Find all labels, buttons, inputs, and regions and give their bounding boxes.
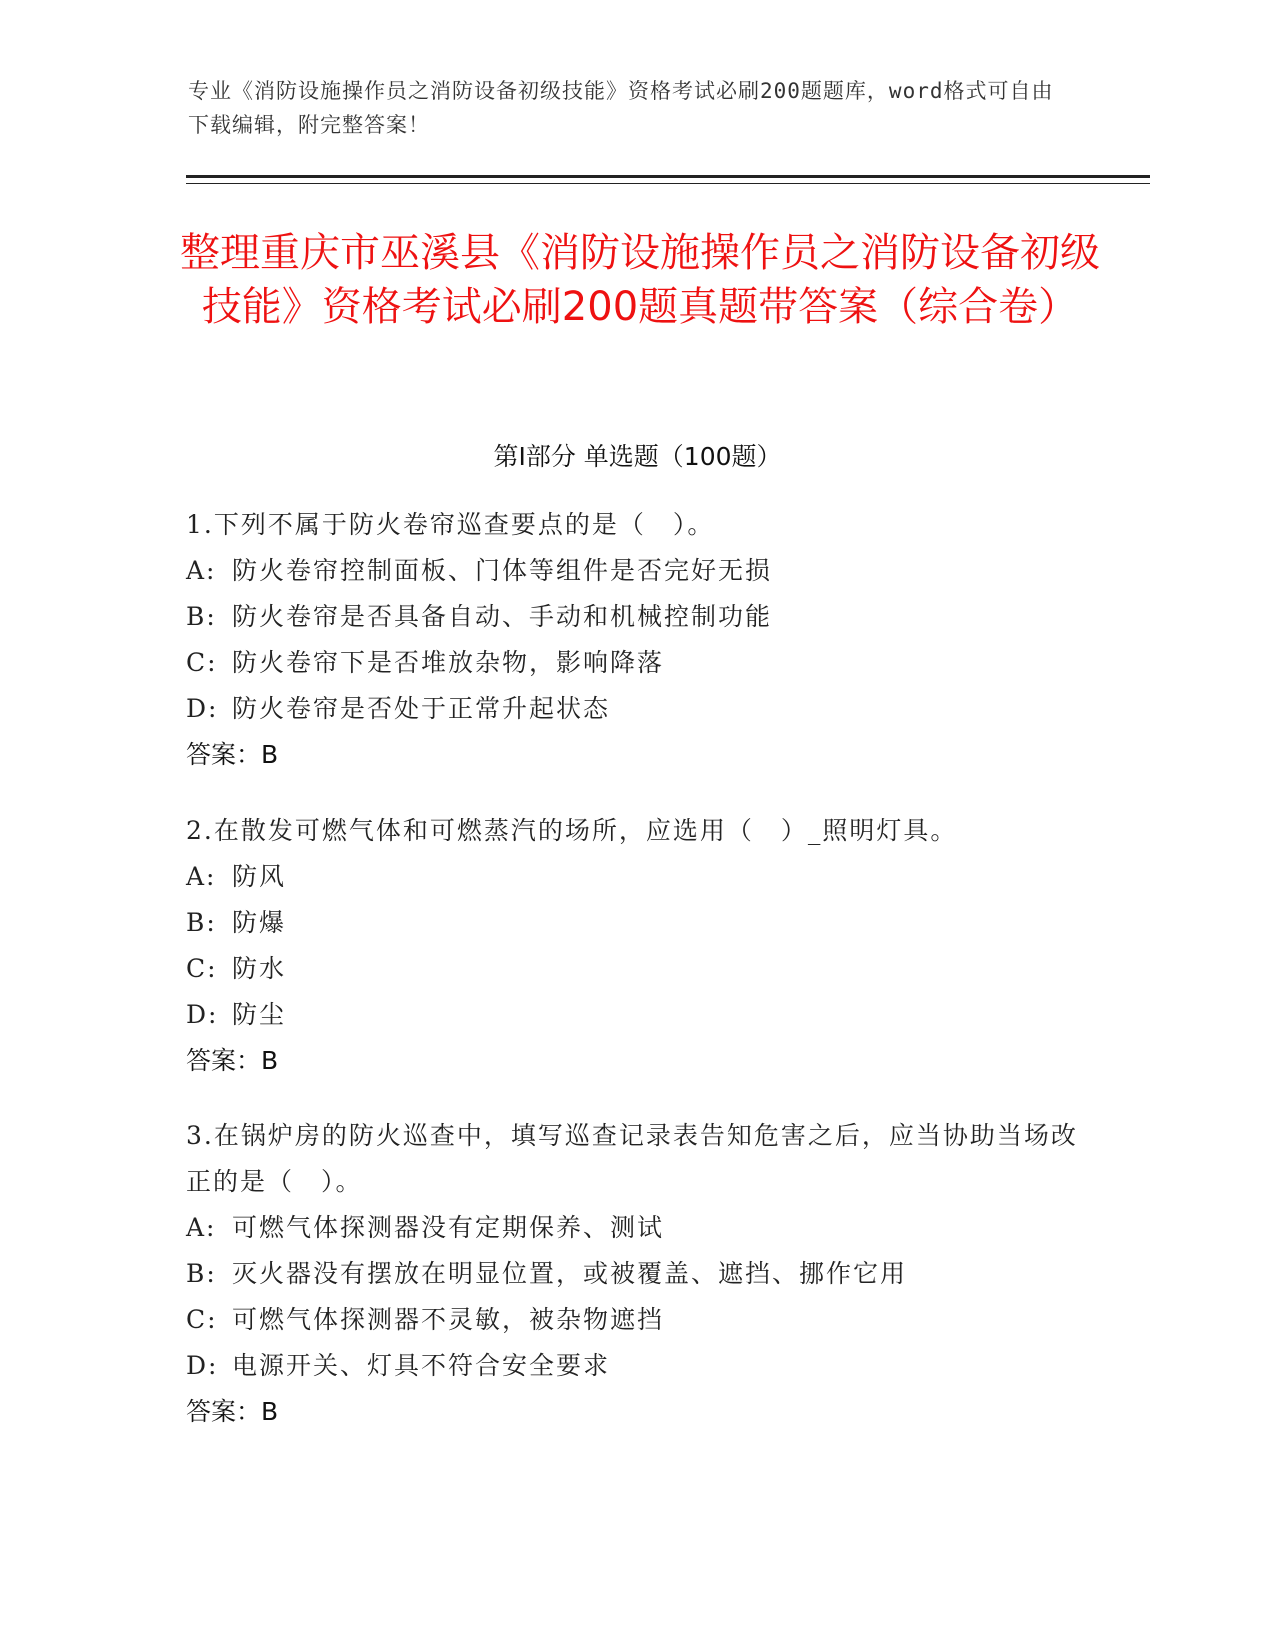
option-d <box>186 992 1086 1038</box>
option-text: 灭火器没有摆放在明显位置，或被覆盖、遮挡、挪作它用 <box>232 1259 908 1288</box>
question-stem: 1.下列不属于防火卷帘巡查要点的是（ ）。 <box>186 510 715 539</box>
option-letter: B: <box>186 1259 217 1288</box>
option-b <box>186 594 1086 640</box>
option-c <box>186 946 1086 992</box>
question-2 <box>186 808 1086 1084</box>
answer-value: B <box>261 740 279 769</box>
option-letter: A: <box>186 556 217 585</box>
option-a <box>186 548 1086 594</box>
question-stem: 2.在散发可燃气体和可燃蒸汽的场所，应选用（ ）_照明灯具。 <box>186 816 958 845</box>
answer-value: B <box>261 1397 279 1426</box>
option-text: 防水 <box>232 954 287 983</box>
header-rule-thin <box>186 183 1150 184</box>
option-c <box>186 640 1086 686</box>
option-letter: B: <box>186 602 217 631</box>
option-c <box>186 1297 1086 1343</box>
option-text: 防尘 <box>232 1000 287 1029</box>
header-note: 专业《消防设施操作员之消防设备初级技能》资格考试必刷200题题库，word格式可自由下载编辑，附完整答案！ <box>188 79 1054 137</box>
option-text: 防火卷帘是否具备自动、手动和机械控制功能 <box>232 602 773 631</box>
option-a <box>186 1205 1086 1251</box>
answer-value: B <box>261 1046 279 1075</box>
question-stem: 3.在锅炉房的防火巡查中，填写巡查记录表告知危害之后，应当协助当场改正的是（ ）。 <box>186 1121 1078 1196</box>
option-d <box>186 686 1086 732</box>
option-letter: D: <box>186 1000 219 1029</box>
option-letter: C: <box>186 1305 218 1334</box>
answer-label: 答案： <box>186 1046 262 1075</box>
answer-line <box>186 732 1086 778</box>
question-1 <box>186 502 1086 778</box>
option-text: 可燃气体探测器不灵敏，被杂物遮挡 <box>232 1305 665 1334</box>
option-letter: D: <box>186 1351 219 1380</box>
option-b <box>186 900 1086 946</box>
option-text: 可燃气体探测器没有定期保养、测试 <box>232 1213 665 1242</box>
option-letter: B: <box>186 908 217 937</box>
header-rule-thick <box>186 175 1150 178</box>
option-letter: A: <box>186 862 217 891</box>
option-letter: D: <box>186 694 219 723</box>
answer-line <box>186 1038 1086 1084</box>
option-letter: C: <box>186 954 218 983</box>
answer-label: 答案： <box>186 740 262 769</box>
answer-line <box>186 1389 1086 1435</box>
option-text: 防火卷帘是否处于正常升起状态 <box>232 694 611 723</box>
option-text: 防火卷帘控制面板、门体等组件是否完好无损 <box>232 556 773 585</box>
option-d <box>186 1343 1086 1389</box>
option-a <box>186 854 1086 900</box>
option-text: 防火卷帘下是否堆放杂物，影响降落 <box>232 648 665 677</box>
question-3 <box>186 1113 1086 1435</box>
option-text: 电源开关、灯具不符合安全要求 <box>232 1351 611 1380</box>
option-letter: A: <box>186 1213 217 1242</box>
section-heading: 第Ⅰ部分 单选题（100题） <box>493 442 782 471</box>
option-b <box>186 1251 1086 1297</box>
option-text: 防爆 <box>232 908 287 937</box>
answer-label: 答案： <box>186 1397 262 1426</box>
document-title: 整理重庆市巫溪县《消防设施操作员之消防设备初级技能》资格考试必刷200题真题带答案（综合卷） <box>180 230 1100 330</box>
option-text: 防风 <box>232 862 287 891</box>
option-letter: C: <box>186 648 218 677</box>
